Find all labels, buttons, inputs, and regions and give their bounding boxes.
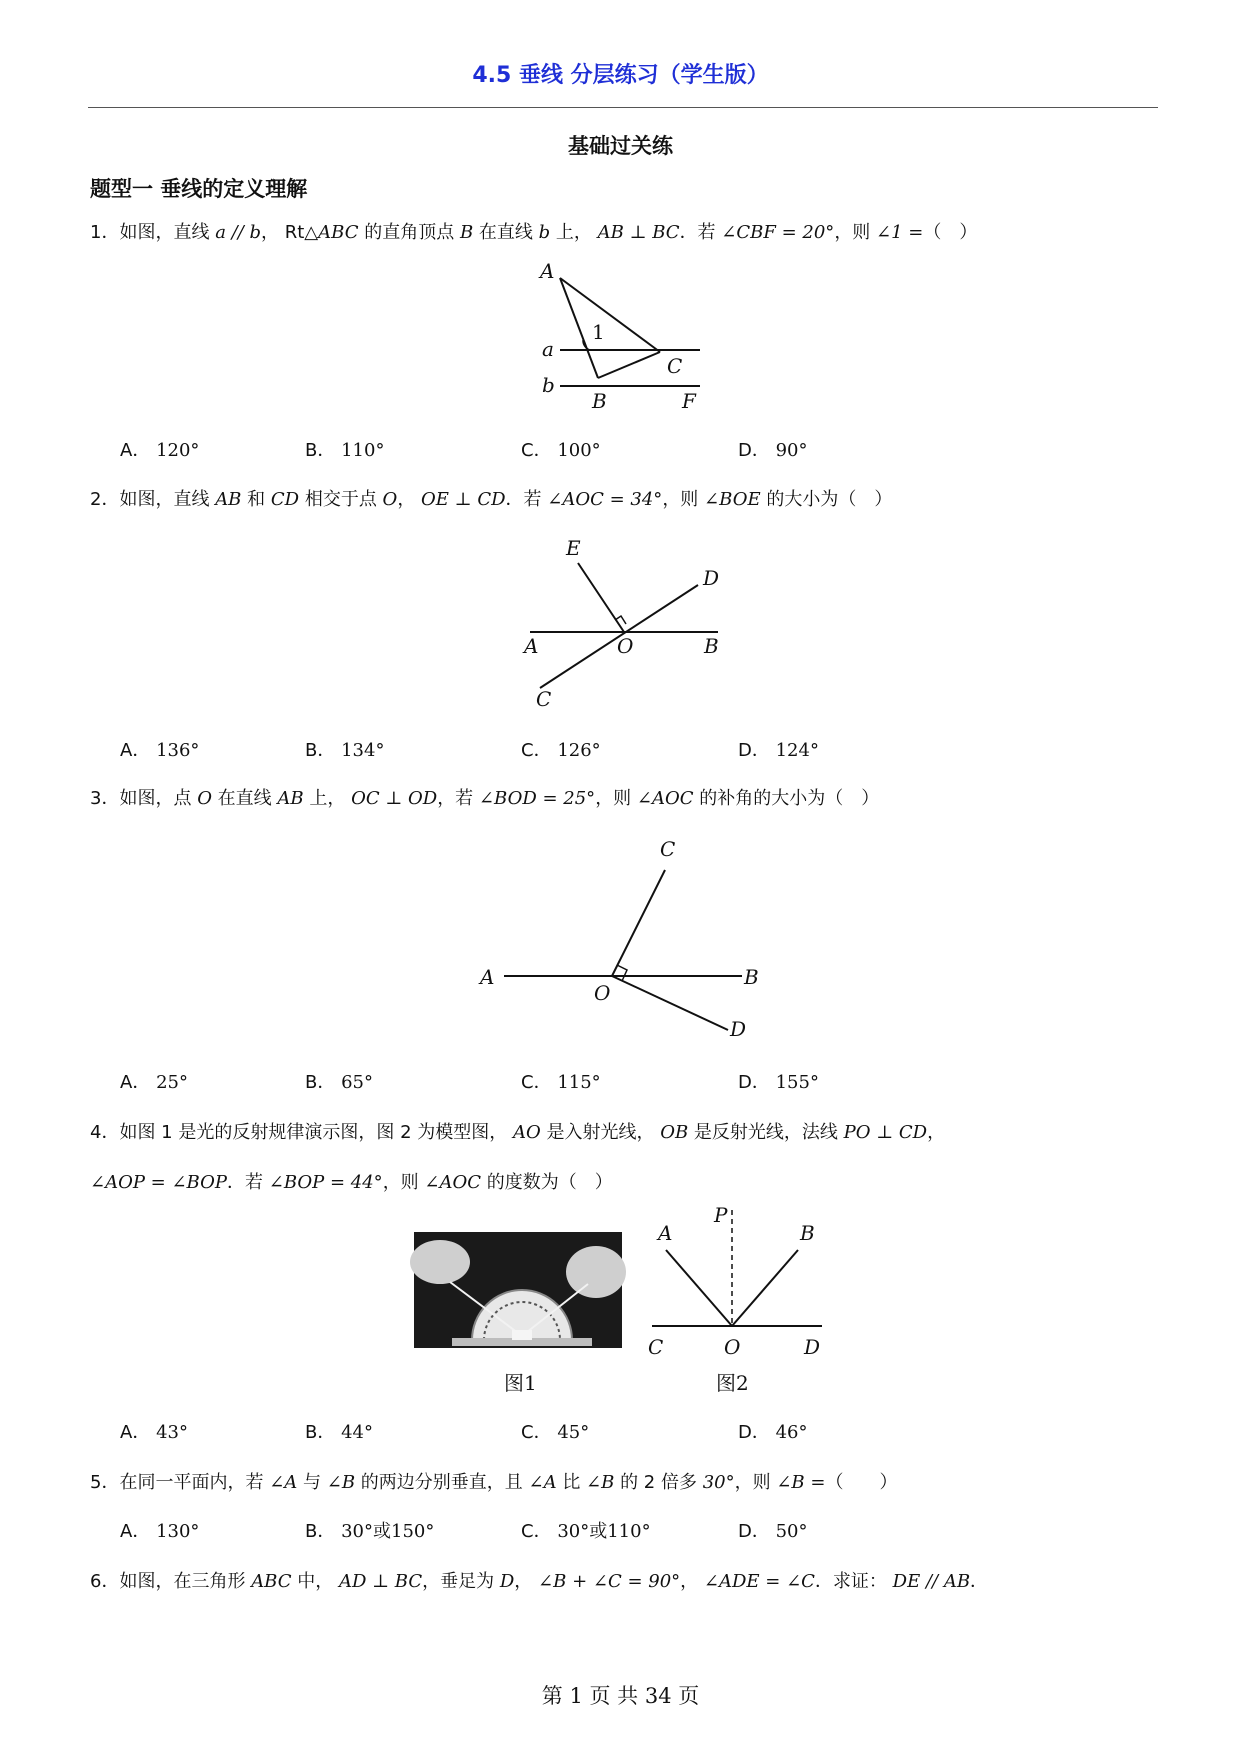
fig3-label-C: C — [660, 837, 676, 861]
question-6-stem: 6．如图，在三角形 ABC 中， AD ⊥ BC，垂足为 D， ∠B + ∠C = 90°， ∠ADE = ∠C．求证： DE // AB． — [90, 1571, 989, 1592]
q5-option-b[interactable]: B． 30°或150° — [305, 1521, 435, 1542]
fig4-label-A: A — [658, 1221, 673, 1245]
fig4-label-B: B — [800, 1221, 815, 1245]
fig4-caption-1: 图1 — [504, 1371, 537, 1395]
page-title: 4.5 垂线 分层练习（学生版） — [472, 63, 769, 88]
q1-option-b[interactable]: B． 110° — [305, 440, 385, 461]
fig4-label-O: O — [724, 1335, 741, 1359]
fig1-label-F: F — [682, 389, 696, 413]
section-title: 基础过关练 — [568, 134, 673, 158]
fig1-label-C: C — [667, 354, 683, 378]
fig1-label-1: 1 — [592, 320, 605, 344]
q4-option-d[interactable]: D． 46° — [738, 1422, 808, 1443]
fig4-label-D: D — [804, 1335, 821, 1359]
q3-option-c[interactable]: C． 115° — [521, 1072, 601, 1093]
question-5-stem: 5．在同一平面内，若 ∠A 与 ∠B 的两边分别垂直，且 ∠A 比 ∠B 的 2 倍多 30°，则 ∠B =（ ） — [90, 1472, 898, 1493]
fig2-label-C: C — [536, 687, 552, 711]
q4-option-c[interactable]: C． 45° — [521, 1422, 590, 1443]
topic-title: 题型一 垂线的定义理解 — [90, 177, 308, 201]
question-1-stem: 1．如图，直线 a // b， Rt△ABC 的直角顶点 B 在直线 b 上， AB ⊥ BC．若 ∠CBF = 20°，则 ∠1 =（ ） — [90, 222, 978, 243]
page-footer: 第 1 页 共 34 页 — [541, 1684, 700, 1708]
q5-option-d[interactable]: D． 50° — [738, 1521, 808, 1542]
q2-option-b[interactable]: B． 134° — [305, 740, 385, 761]
q2-option-a[interactable]: A． 136° — [120, 740, 200, 761]
question-3-stem: 3．如图，点 O 在直线 AB 上， OC ⊥ OD，若 ∠BOD = 25°，则 ∠AOC 的补角的大小为（ ） — [90, 788, 880, 809]
q3-option-a[interactable]: A． 25° — [120, 1072, 188, 1093]
question-4-stem-line2: ∠AOP = ∠BOP．若 ∠BOP = 44°，则 ∠AOC 的度数为（ ） — [90, 1172, 613, 1193]
reflection-demo-photo — [410, 1232, 626, 1348]
fig2-label-D: D — [703, 566, 720, 590]
fig1-label-A: A — [540, 259, 555, 283]
q5-option-a[interactable]: A． 130° — [120, 1521, 200, 1542]
q1-option-d[interactable]: D． 90° — [738, 440, 808, 461]
fig3-label-D: D — [730, 1017, 747, 1041]
fig3-label-B: B — [744, 965, 759, 989]
q2-option-d[interactable]: D． 124° — [738, 740, 819, 761]
fig1-label-b: b — [542, 373, 555, 397]
fig3-label-O: O — [594, 981, 611, 1005]
q3-option-b[interactable]: B． 65° — [305, 1072, 373, 1093]
fig2-label-B: B — [704, 634, 719, 658]
fig1-label-B: B — [592, 389, 607, 413]
q5-option-c[interactable]: C． 30°或110° — [521, 1521, 651, 1542]
q4-option-b[interactable]: B． 44° — [305, 1422, 373, 1443]
q1-option-a[interactable]: A． 120° — [120, 440, 200, 461]
fig2-label-E: E — [566, 536, 581, 560]
fig2-label-O: O — [617, 634, 634, 658]
question-4-stem-line1: 4．如图 1 是光的反射规律演示图，图 2 为模型图， AO 是入射光线， OB 是反射光线，法线 PO ⊥ CD， — [90, 1122, 946, 1143]
fig2-label-A: A — [524, 634, 539, 658]
question-2-stem: 2．如图，直线 AB 和 CD 相交于点 O， OE ⊥ CD．若 ∠AOC = 34°，则 ∠BOE 的大小为（ ） — [90, 489, 893, 510]
fig4-label-P: P — [714, 1203, 728, 1227]
fig3-label-A: A — [480, 965, 495, 989]
q1-option-c[interactable]: C． 100° — [521, 440, 601, 461]
q4-option-a[interactable]: A． 43° — [120, 1422, 188, 1443]
fig4-label-C: C — [648, 1335, 664, 1359]
fig1-label-a: a — [542, 337, 554, 361]
q3-option-d[interactable]: D． 155° — [738, 1072, 819, 1093]
fig4-caption-2: 图2 — [716, 1371, 749, 1395]
q2-option-c[interactable]: C． 126° — [521, 740, 601, 761]
